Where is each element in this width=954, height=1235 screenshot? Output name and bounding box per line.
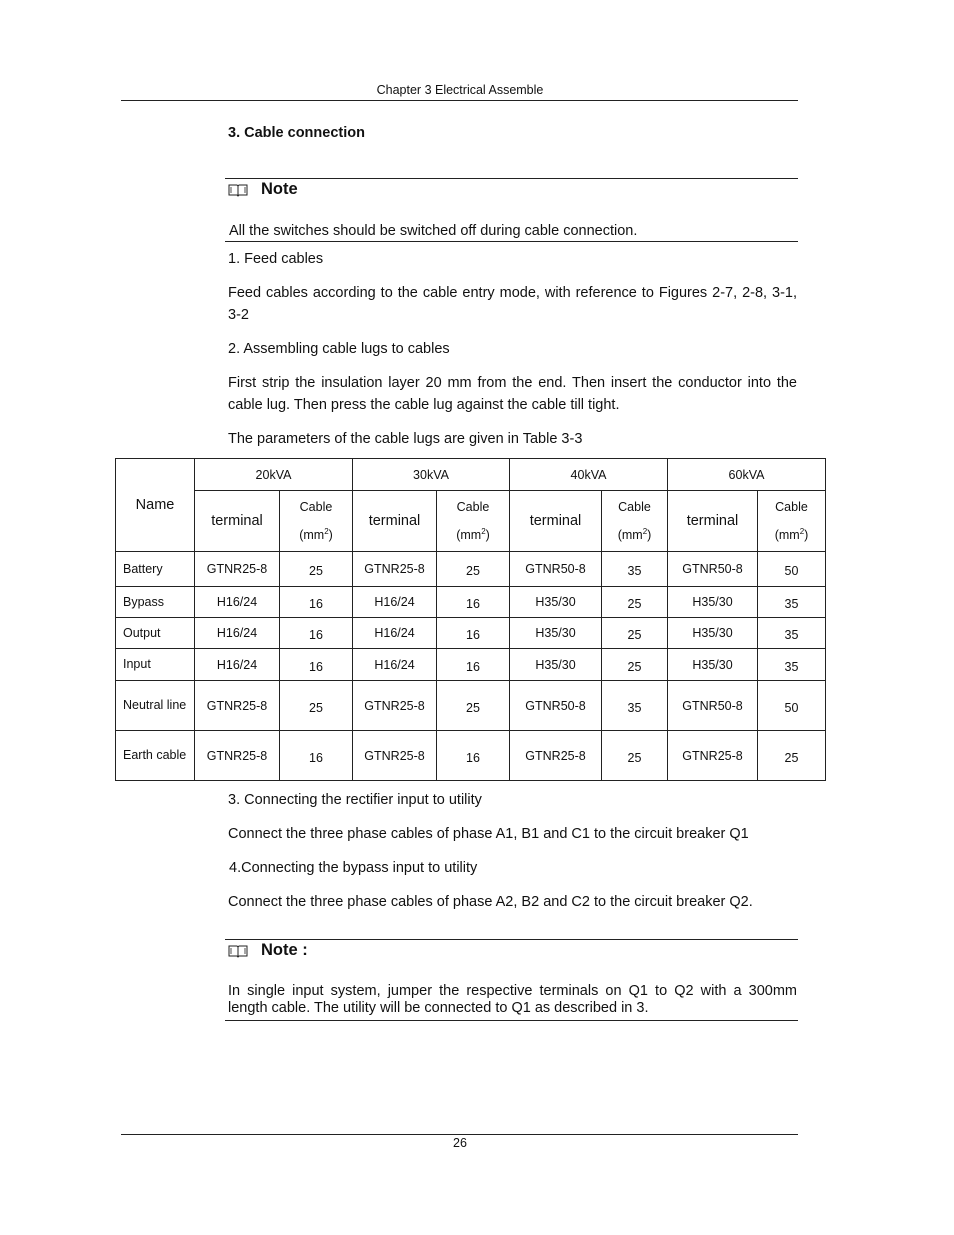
cable-size-cell: 25 xyxy=(437,681,510,731)
cable-size-cell: 25 xyxy=(280,552,353,587)
cable-size-cell: 25 xyxy=(280,681,353,731)
terminal-cell: H16/24 xyxy=(353,618,437,649)
cable-size-cell: 25 xyxy=(758,731,826,781)
cable-unit: $(mm^2)$ xyxy=(774,526,809,542)
cable-size-cell: 16 xyxy=(280,618,353,649)
terminal-cell: H16/24 xyxy=(353,649,437,681)
terminal-cell: H16/24 xyxy=(195,649,280,681)
step3-text: Connect the three phase cables of phase A1, B1 and C1 to the circuit breaker Q1 xyxy=(228,826,749,842)
terminal-cell: H35/30 xyxy=(668,649,758,681)
terminal-cell: GTNR50-8 xyxy=(668,681,758,731)
row-name-cell: Bypass xyxy=(116,587,195,618)
note1-bottom-rule xyxy=(225,241,798,242)
table-row xyxy=(116,731,826,781)
step4-title: 4.Connecting the bypass input to utility xyxy=(229,860,478,876)
name-header: Name xyxy=(116,459,195,552)
note1-top-rule xyxy=(225,178,798,179)
terminal-cell: H16/24 xyxy=(353,587,437,618)
table-rating-row xyxy=(116,459,826,491)
terminal-header: terminal xyxy=(195,491,280,552)
terminal-cell: H16/24 xyxy=(195,587,280,618)
rating-header: 30kVA xyxy=(353,459,510,491)
terminal-cell: GTNR25-8 xyxy=(353,681,437,731)
terminal-cell: GTNR25-8 xyxy=(195,731,280,781)
cable-lug-table xyxy=(115,458,826,781)
terminal-cell: H35/30 xyxy=(668,587,758,618)
note2-label: Note : xyxy=(261,941,308,959)
note2-text: In single input system, jumper the respective terminals on Q1 to Q2 with a 300mm length cable. The utility will be connected to Q1 as described in 3. xyxy=(228,983,797,1016)
cable-size-cell: 25 xyxy=(437,552,510,587)
cable-header xyxy=(280,491,353,552)
cable-header-label: Cable xyxy=(456,500,490,515)
step1-title: 1. Feed cables xyxy=(228,251,324,267)
cable-header xyxy=(437,491,510,552)
rating-header: 60kVA xyxy=(668,459,826,491)
header-rule xyxy=(121,100,798,101)
terminal-header: terminal xyxy=(510,491,602,552)
table-subheader-row xyxy=(116,491,826,552)
cable-size-cell: 35 xyxy=(758,618,826,649)
step3-title: 3. Connecting the rectifier input to utility xyxy=(228,792,482,808)
row-name-cell: Battery xyxy=(116,552,195,587)
terminal-cell: H35/30 xyxy=(668,618,758,649)
note2-heading xyxy=(228,941,308,960)
book-icon xyxy=(228,183,248,197)
section-title: 3. Cable connection xyxy=(228,125,365,141)
rating-header: 20kVA xyxy=(195,459,353,491)
terminal-header: terminal xyxy=(668,491,758,552)
cable-size-cell: 25 xyxy=(602,618,668,649)
row-name-cell: Earth cable xyxy=(116,731,195,781)
cable-size-cell: 50 xyxy=(758,681,826,731)
cable-header-label: Cable xyxy=(775,500,808,515)
cable-size-cell: 16 xyxy=(437,731,510,781)
terminal-cell: H35/30 xyxy=(510,649,602,681)
cable-size-cell: 16 xyxy=(280,731,353,781)
terminal-header: terminal xyxy=(353,491,437,552)
cable-size-cell: 35 xyxy=(602,552,668,587)
cable-size-cell: 50 xyxy=(758,552,826,587)
cable-size-cell: 16 xyxy=(437,618,510,649)
terminal-cell: H35/30 xyxy=(510,587,602,618)
cable-header xyxy=(602,491,668,552)
cable-header xyxy=(758,491,826,552)
cable-size-cell: 16 xyxy=(280,649,353,681)
cable-size-cell: 35 xyxy=(602,681,668,731)
table-row xyxy=(116,587,826,618)
terminal-cell: GTNR25-8 xyxy=(195,552,280,587)
table-row xyxy=(116,618,826,649)
terminal-cell: GTNR50-8 xyxy=(668,552,758,587)
step2-title: 2. Assembling cable lugs to cables xyxy=(228,341,450,357)
note2-top-rule xyxy=(225,939,798,940)
note1-heading xyxy=(228,180,298,199)
table-row xyxy=(116,649,826,681)
terminal-cell: GTNR50-8 xyxy=(510,681,602,731)
cable-unit: $(mm^2)$ xyxy=(456,526,490,542)
table-row xyxy=(116,552,826,587)
footer-rule xyxy=(121,1134,798,1135)
row-name-cell: Output xyxy=(116,618,195,649)
cable-size-cell: 16 xyxy=(437,649,510,681)
cable-size-cell: 25 xyxy=(602,731,668,781)
table-intro: The parameters of the cable lugs are given in Table 3-3 xyxy=(228,431,583,447)
running-header: Chapter 3 Electrical Assemble xyxy=(376,83,544,97)
step4-text: Connect the three phase cables of phase A2, B2 and C2 to the circuit breaker Q2. xyxy=(228,894,753,910)
row-name-cell: Neutral line xyxy=(116,681,195,731)
note2-bottom-rule xyxy=(225,1020,798,1021)
terminal-cell: H35/30 xyxy=(510,618,602,649)
cable-size-cell: 35 xyxy=(758,587,826,618)
cable-size-cell: 16 xyxy=(437,587,510,618)
page-number: 26 xyxy=(453,1136,467,1150)
cable-header-label: Cable xyxy=(299,500,333,515)
table-row xyxy=(116,681,826,731)
rating-header: 40kVA xyxy=(510,459,668,491)
cable-size-cell: 35 xyxy=(758,649,826,681)
terminal-cell: GTNR25-8 xyxy=(195,681,280,731)
cable-size-cell: 25 xyxy=(602,587,668,618)
step1-text: Feed cables according to the cable entry mode, with reference to Figures 2-7, 2-8, 3-1, 3-2 xyxy=(228,285,797,323)
cable-header-label: Cable xyxy=(618,500,651,515)
note1-text: All the switches should be switched off during cable connection. xyxy=(229,223,638,239)
cable-size-cell: 16 xyxy=(280,587,353,618)
cable-unit: $(mm^2)$ xyxy=(617,526,652,542)
step2-text: First strip the insulation layer 20 mm from the end. Then insert the conductor into the cable lug. Then press the cable lug against the cable till tight. xyxy=(228,375,797,413)
row-name-cell: Input xyxy=(116,649,195,681)
terminal-cell: GTNR50-8 xyxy=(510,552,602,587)
terminal-cell: GTNR25-8 xyxy=(353,552,437,587)
cable-size-cell: 25 xyxy=(602,649,668,681)
terminal-cell: GTNR25-8 xyxy=(353,731,437,781)
terminal-cell: H16/24 xyxy=(195,618,280,649)
terminal-cell: GTNR25-8 xyxy=(668,731,758,781)
cable-unit: $(mm^2)$ xyxy=(299,526,333,542)
terminal-cell: GTNR25-8 xyxy=(510,731,602,781)
book-icon xyxy=(228,944,248,958)
note1-label: Note xyxy=(261,180,298,198)
